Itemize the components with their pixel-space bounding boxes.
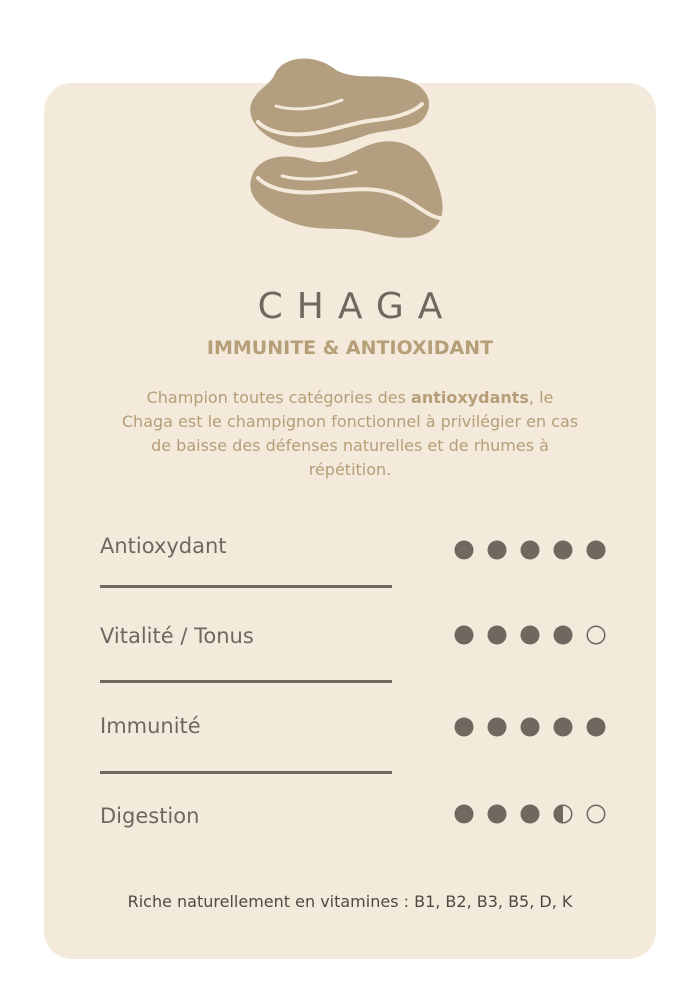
product-tagline: IMMUNITE & ANTIOXIDANT [206,337,494,359]
rating-label-immunite: Immunité [100,714,201,738]
rating-dot-empty [587,805,605,823]
rating-dot-full [521,541,540,560]
description-text-start: Champion toutes catégories des [146,388,412,407]
rating-dot-full [455,718,474,737]
rating-dots-antioxydant [454,539,606,561]
rating-dot-empty [587,626,605,644]
rating-divider [100,585,392,588]
rating-dots-vitalite [454,624,606,646]
rating-dot-half [554,805,572,824]
rating-divider [100,771,392,774]
rating-label-antioxydant: Antioxydant [100,534,227,558]
rating-dots-digestion [454,803,606,825]
rating-dot-full [488,718,507,737]
rating-dot-full [455,541,474,560]
rating-dot-full [488,541,507,560]
rating-dot-full [587,718,606,737]
chaga-mushroom-icon [236,48,464,248]
product-title: CHAGA [257,286,457,327]
rating-dot-full [455,805,474,824]
rating-label-digestion: Digestion [100,804,200,828]
rating-dot-full [488,805,507,824]
rating-dot-full [488,626,507,645]
rating-dot-full [521,805,540,824]
vitamins-footer: Riche naturellement en vitamines : B1, B2, B3, B5, D, K [127,892,573,911]
description-text-end: , le Chaga est le champignon fonctionnel à privilégier en cas de baisse des défenses naturelles et de rhumes à répétition. [121,388,579,479]
rating-dot-full [521,718,540,737]
rating-dot-full [455,626,474,645]
rating-dot-full [521,626,540,645]
rating-dot-full [554,541,573,560]
rating-dot-full [587,541,606,560]
rating-label-vitalite: Vitalité / Tonus [100,624,254,648]
description-highlight: antioxydants [411,388,529,407]
rating-dots-immunite [454,716,606,738]
rating-dot-full [554,718,573,737]
rating-dot-full [554,626,573,645]
rating-divider [100,680,392,683]
product-description [120,386,580,482]
